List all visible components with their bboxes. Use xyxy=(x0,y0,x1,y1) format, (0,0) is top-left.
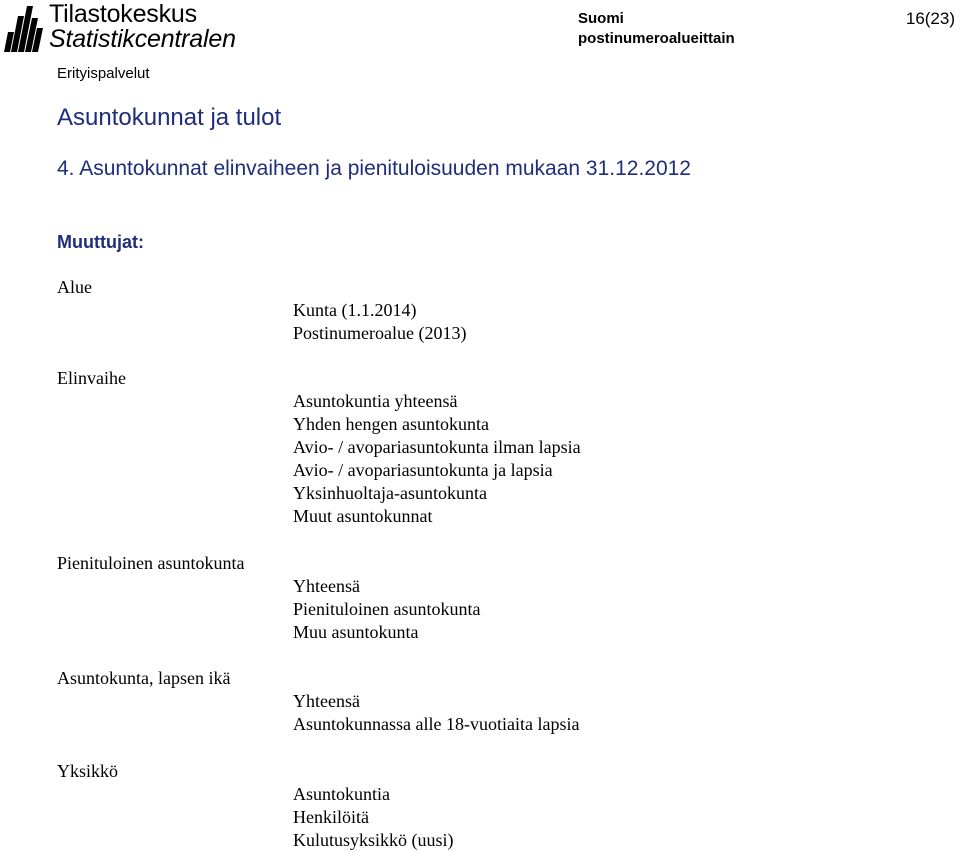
variable-name-pienituloinen: Pienituloinen asuntokunta xyxy=(57,553,245,573)
value-item: Yksinhuoltaja-asuntokunta xyxy=(293,483,487,503)
variable-values-lapsen-ika xyxy=(293,690,579,736)
value-item: Asuntokunnassa alle 18-vuotiaita lapsia xyxy=(293,714,580,734)
variable-values-pienituloinen xyxy=(293,575,480,644)
variable-name-lapsen-ika: Asuntokunta, lapsen ikä xyxy=(57,668,231,688)
table-subtitle: 4. Asuntokunnat elinvaiheen ja pienituloisuuden mukaan 31.12.2012 xyxy=(57,157,691,180)
variable-name-alue: Alue xyxy=(57,277,92,297)
region-label: Suomi xyxy=(578,10,624,27)
variable-values-alue xyxy=(293,299,466,345)
value-item: Postinumeroalue (2013) xyxy=(293,323,467,343)
value-item: Pienituloinen asuntokunta xyxy=(293,599,481,619)
logo-bars-icon xyxy=(2,2,44,54)
logo-text-swedish: Statistikcentralen xyxy=(49,25,236,53)
variables-heading: Muuttujat: xyxy=(57,232,144,252)
page-number: 16(23) xyxy=(905,9,955,28)
logo-text-finnish: Tilastokeskus xyxy=(49,0,197,28)
value-item: Asuntokuntia yhteensä xyxy=(293,391,458,411)
value-item: Muu asuntokunta xyxy=(293,622,419,642)
value-item: Avio- / avopariasuntokunta ja lapsia xyxy=(293,460,553,480)
value-item: Muut asuntokunnat xyxy=(293,506,433,526)
value-item: Avio- / avopariasuntokunta ilman lapsia xyxy=(293,437,581,457)
value-item: Yhteensä xyxy=(293,576,360,596)
service-label: Erityispalvelut xyxy=(57,65,150,82)
variable-values-yksikko xyxy=(293,783,454,852)
variable-name-elinvaihe: Elinvaihe xyxy=(57,368,126,388)
value-item: Yhteensä xyxy=(293,691,360,711)
page-title: Asuntokunnat ja tulot xyxy=(57,104,282,131)
value-item: Kulutusyksikkö (uusi) xyxy=(293,830,454,850)
value-item: Henkilöitä xyxy=(293,807,369,827)
variable-name-yksikko: Yksikkö xyxy=(57,761,119,781)
value-item: Yhden hengen asuntokunta xyxy=(293,414,489,434)
breakdown-label: postinumeroalueittain xyxy=(578,30,735,47)
value-item: Asuntokuntia xyxy=(293,784,390,804)
tilastokeskus-logo xyxy=(2,0,252,56)
value-item: Kunta (1.1.2014) xyxy=(293,300,417,320)
header-region xyxy=(578,9,735,49)
variable-values-elinvaihe xyxy=(293,390,581,528)
